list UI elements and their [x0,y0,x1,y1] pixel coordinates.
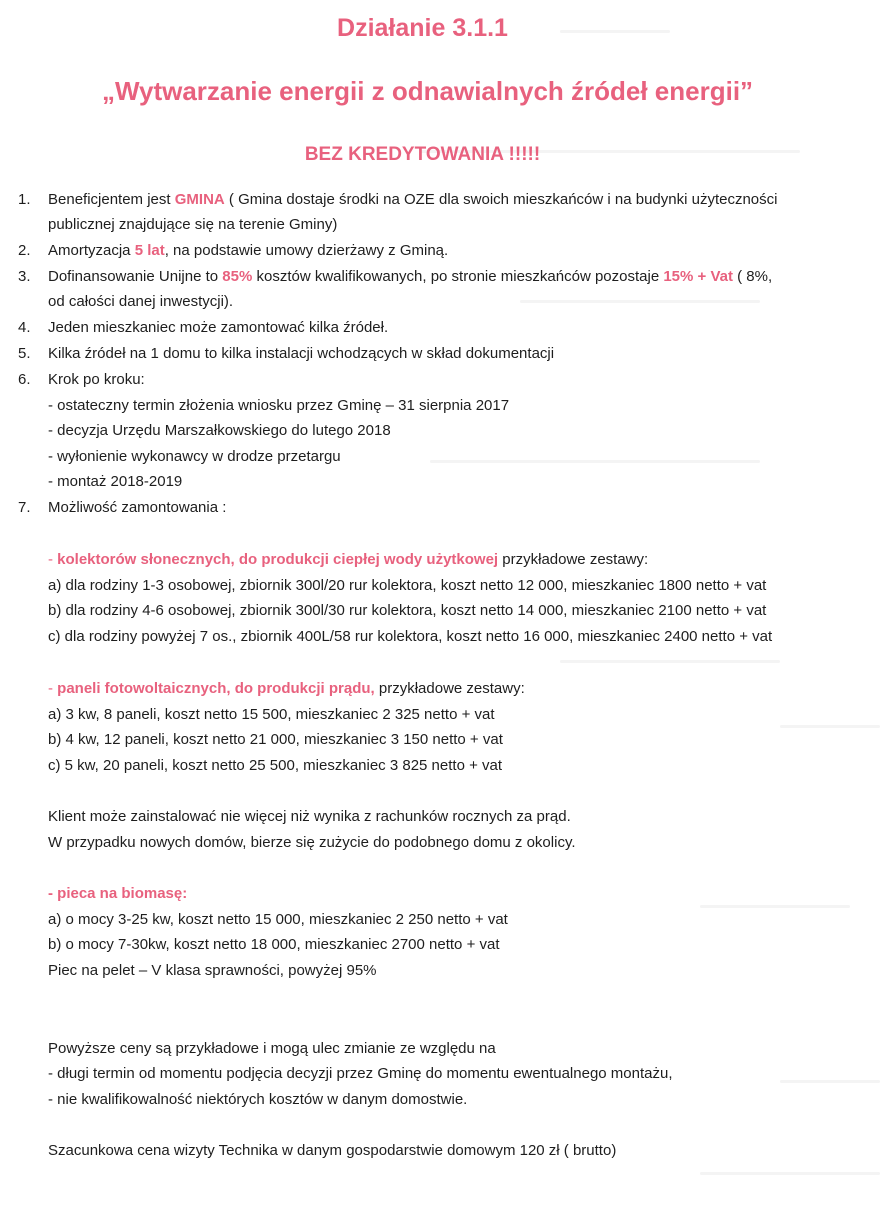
pv-heading: - paneli fotowoltaicznych, do produkcji prądu, przykładowe zestawy: [48,680,525,697]
disclaimer-line: - nie kwalifikowalność niektórych kosztów w danym domostwie. [48,1091,468,1108]
list-item-text: od całości danej inwestycji). [48,293,234,310]
bleed-through-mark [520,300,760,303]
page-title: Działanie 3.1.1 [337,14,508,42]
pv-option: a) 3 kw, 8 paneli, koszt netto 15 500, mieszkaniec 2 325 netto + vat [48,706,495,723]
bleed-through-mark [780,725,880,728]
bleed-through-mark [700,905,850,908]
list-item-text: Kilka źródeł na 1 domu to kilka instalacji wchodzących w skład dokumentacji [48,345,555,362]
list-item-number: 6. [18,371,31,388]
disclaimer-line: Powyższe ceny są przykładowe i mogą ulec zmianie ze względu na [48,1040,496,1057]
biomass-option: b) o mocy 7-30kw, koszt netto 18 000, mieszkaniec 2700 netto + vat [48,936,500,953]
step-item: - decyzja Urzędu Marszałkowskiego do lutego 2018 [48,422,391,439]
solar-heading: - kolektorów słonecznych, do produkcji ciepłej wody użytkowej przykładowe zestawy: [48,551,649,568]
pv-option: b) 4 kw, 12 paneli, koszt netto 21 000, mieszkaniec 3 150 netto + vat [48,731,503,748]
biomass-option: a) o mocy 3-25 kw, koszt netto 15 000, mieszkaniec 2 250 netto + vat [48,911,508,928]
list-item-text: Jeden mieszkaniec może zamontować kilka źródeł. [48,319,389,336]
step-item: - ostateczny termin złożenia wniosku przez Gminę – 31 sierpnia 2017 [48,397,510,414]
pv-option: c) 5 kw, 20 paneli, koszt netto 25 500, mieszkaniec 3 825 netto + vat [48,757,503,774]
step-item: - wyłonienie wykonawcy w drodze przetargu [48,448,341,465]
step-item: - montaż 2018-2019 [48,473,183,490]
visit-price-note: Szacunkowa cena wizyty Technika w danym gospodarstwie domowym 120 zł ( brutto) [48,1142,617,1159]
disclaimer-line: - długi termin od momentu podjęcia decyzji przez Gminę do momentu ewentualnego montażu, [48,1065,673,1082]
bleed-through-mark [560,660,780,663]
highlight-text: 5 lat [134,242,165,259]
list-item-text: Beneficjentem jest GMINA ( Gmina dostaje środki na OZE dla swoich mieszkańców i na budynki użyteczności [48,191,778,208]
solar-option: b) dla rodziny 4-6 osobowej, zbiornik 300l/30 rur kolektora, koszt netto 14 000, mieszkaniec 2100 netto + vat [48,602,767,619]
pv-note: Klient może zainstalować nie więcej niż wynika z rachunków rocznych za prąd. [48,808,571,825]
highlight-text: GMINA [174,191,225,208]
list-item-text: Krok po kroku: [48,371,145,388]
bleed-through-mark [430,460,760,463]
highlight-text: 15% + Vat [663,268,733,285]
bleed-through-mark [700,1172,880,1175]
list-item-text: Możliwość zamontowania : [48,499,227,516]
list-item-number: 5. [18,345,31,362]
list-item-number: 4. [18,319,31,336]
list-item-number: 3. [18,268,31,285]
list-item-number: 2. [18,242,31,259]
page-subtitle: „Wytwarzanie energii z odnawialnych źródeł energii” [101,76,754,106]
bleed-through-mark [780,1080,880,1083]
biomass-heading: - pieca na biomasę: [48,885,188,902]
notice-heading: BEZ KREDYTOWANIA !!!!! [304,144,541,165]
list-item-text: Amortyzacja 5 lat, na podstawie umowy dzierżawy z Gminą. [48,242,449,259]
list-item-text: Dofinansowanie Unijne to 85% kosztów kwalifikowanych, po stronie mieszkańców pozostaje 15% + Vat ( 8%, [48,268,773,285]
pv-note: W przypadku nowych domów, bierze się zużycie do podobnego domu z okolicy. [48,834,576,851]
list-item-text: publicznej znajdujące się na terenie Gminy) [48,216,338,233]
solar-option: a) dla rodziny 1-3 osobowej, zbiornik 300l/20 rur kolektora, koszt netto 12 000, mieszkaniec 1800 netto + vat [48,577,767,594]
list-item-number: 7. [18,499,31,516]
highlight-text: 85% [222,268,253,285]
biomass-note: Piec na pelet – V klasa sprawności, powyżej 95% [48,962,377,979]
solar-option: c) dla rodziny powyżej 7 os., zbiornik 400L/58 rur kolektora, koszt netto 16 000, mieszkaniec 2400 netto + vat [48,628,773,645]
list-item-number: 1. [18,191,31,208]
